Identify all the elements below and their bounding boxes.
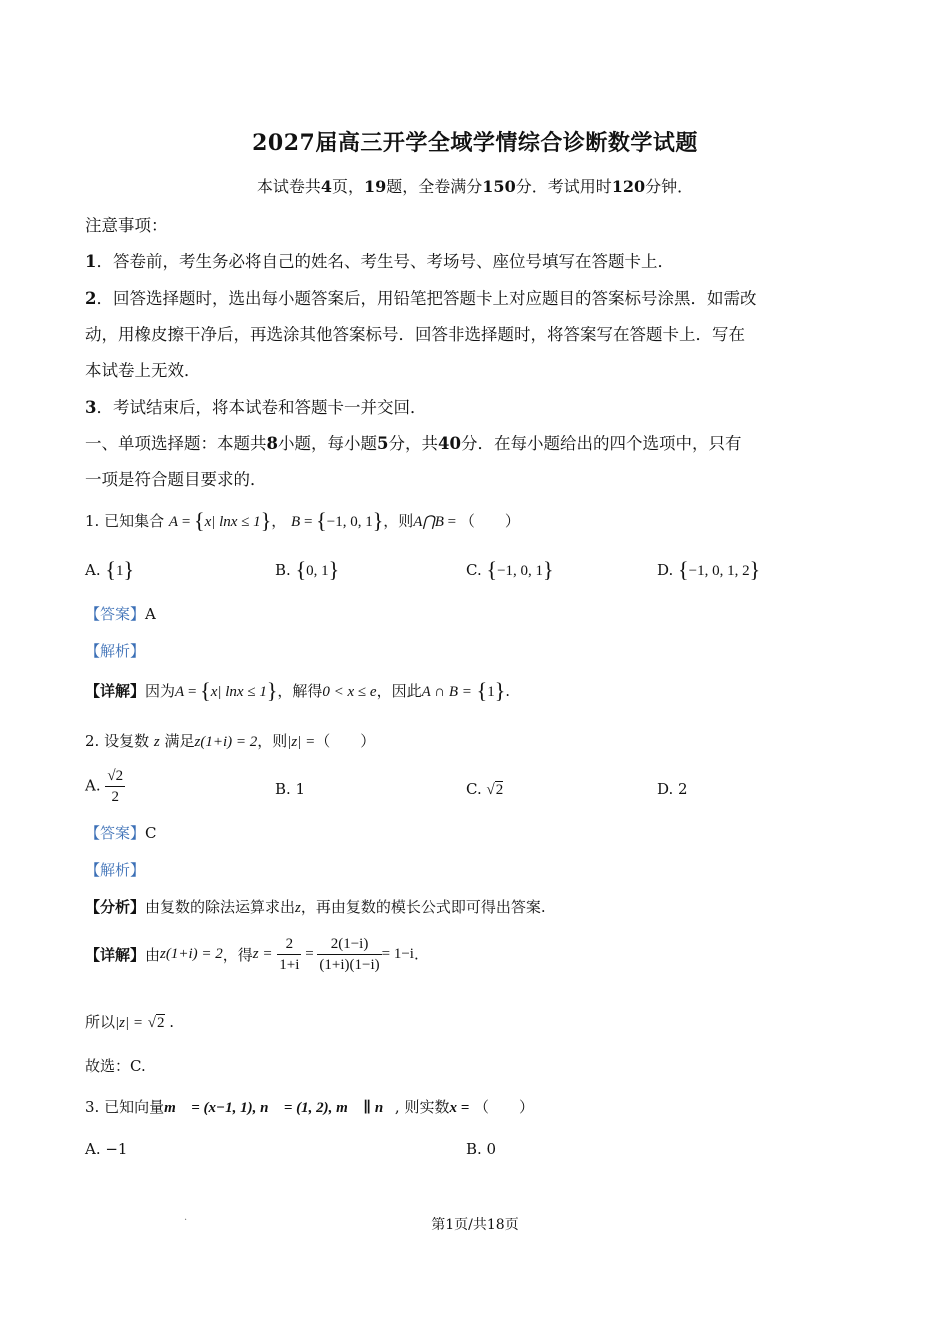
notice-item-1: 1．答卷前，考生务必将自己的姓名、考生号、考场号、座位号填写在答题卡上． [85, 252, 674, 271]
section-heading-line2: 一项是符合题目要求的． [85, 470, 267, 489]
q2-option-a: A. $\frac{√2}{2}$ [85, 768, 124, 805]
notice-item-3: 3．考试结束后，将本试卷和答题卡一并交回． [85, 398, 427, 417]
exam-subtitle: 本试卷共4页，19题，全卷满分150分．考试用时120分钟． [256, 177, 694, 196]
q2-analysis-tag: 【解析】 [85, 861, 146, 879]
q1-option-a: A. {1} [85, 557, 135, 582]
q3-option-a: A. −1 [85, 1140, 128, 1158]
footer-dot: . [184, 1212, 188, 1223]
notice-heading: 注意事项： [85, 216, 168, 235]
q1-option-d: D. {−1, 0, 1, 2} [657, 557, 761, 582]
section-heading: 一、单项选择题：本题共8小题，每小题5分，共40分．在每小题给出的四个选项中，只有 [85, 434, 742, 453]
q2-fenxi: 【分析】由复数的除法运算求出z，再由复数的模长公式即可得出答案. [85, 898, 546, 916]
q2-detail-fraction-2: $\frac{2(1-i)}{(1+i)(1-i)}$ [319, 936, 380, 973]
notice-item-2-line3: 本试卷上无效． [85, 361, 201, 380]
q2-option-c: C. √2 [466, 780, 504, 798]
q2-option-b: B. 1 [275, 780, 306, 798]
q3-option-b: B. 0 [466, 1140, 497, 1158]
q1-option-c: C. {−1, 0, 1} [466, 557, 554, 582]
q2-answer: 【答案】C [85, 824, 157, 842]
q1-detail: 【详解】因为A = {x| lnx ≤ 1}，解得0 < x ≤ e，因此A ∩ B = {1}. [85, 678, 511, 703]
question-1: 1. 已知集合 A = {x| lnx ≤ 1}， B = {−1, 0, 1}，则A⋂B = （ ） [85, 508, 520, 533]
page-title: 2027届高三开学全域学情综合诊断数学试题 [252, 130, 698, 156]
q1-answer: 【答案】A [85, 605, 156, 623]
q1-analysis-tag: 【解析】 [85, 642, 146, 660]
q2-choose: 故选：C. [85, 1057, 146, 1075]
question-2: 2. 设复数 z 满足z(1+i) = 2，则|z| =（ ） [85, 732, 376, 750]
q2-option-d: D. 2 [657, 780, 688, 798]
q1-option-b: B. {0, 1} [275, 557, 340, 582]
q2-conclusion: 所以|z| = √2 . [85, 1013, 175, 1031]
notice-item-2-line2: 动，用橡皮擦干净后，再选涂其他答案标号．回答非选择题时，将答案写在答题卡上．写在 [85, 325, 745, 344]
q2-detail-fraction-1: $\frac{2}{1+i}$ [279, 936, 300, 973]
notice-item-2: 2．回答选择题时，选出每小题答案后，用铅笔把答题卡上对应题目的答案标号涂黑．如需改 [85, 289, 757, 308]
q2-detail: 【详解】由z(1+i) = 2，得z = $\frac{2}{1+i}$ = $\frac{2(1-i)}{(1+i)(1-i)}$ = 1−i. [85, 936, 419, 973]
page-footer: 第1页/共18页 [431, 1217, 519, 1233]
question-3: 3. 已知向量m⃗ = (x−1, 1), n⃗ = (1, 2), m⃗ ∥ n⃗, 则实数x = （ ） [85, 1098, 535, 1116]
q2-option-a-fraction: $\frac{√2}{2}$ [107, 768, 124, 805]
